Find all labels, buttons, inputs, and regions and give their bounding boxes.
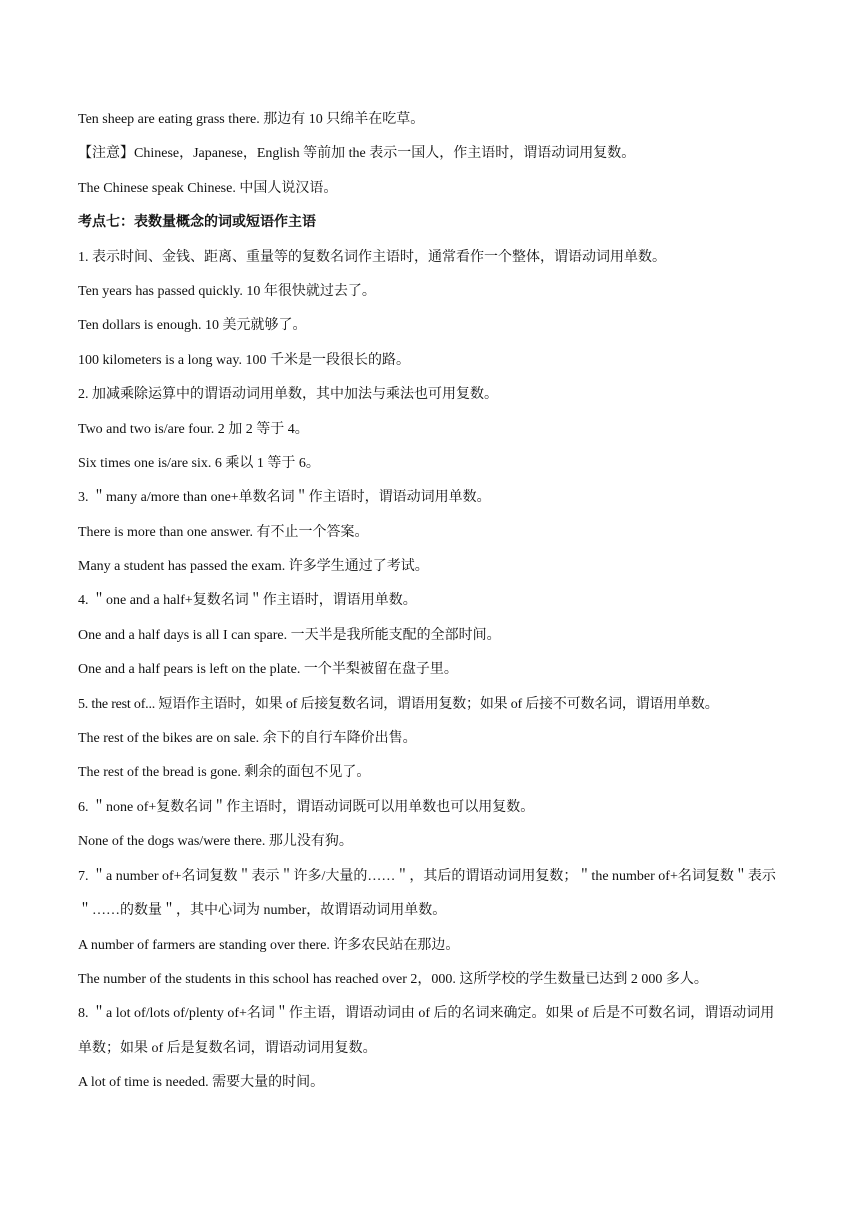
- example-sentence: None of the dogs was/were there. 那儿没有狗。: [78, 834, 353, 850]
- example-sentence: There is more than one answer. 有不止一个答案。: [78, 524, 369, 540]
- example-sentence: Ten years has passed quickly. 10 年很快就过去了。: [78, 283, 376, 299]
- example-sentence: The number of the students in this school has reached over 2，000. 这所学校的学生数量已达到 2 000 多人。: [78, 971, 708, 987]
- example-sentence: Ten dollars is enough. 10 美元就够了。: [78, 318, 307, 334]
- rule-paragraph: 1. 表示时间、金钱、距离、重量等的复数名词作主语时，通常看作一个整体，谓语动词用单数。: [78, 249, 666, 265]
- note-paragraph: 【注意】Chinese，Japanese，English 等前加 the 表示一国人，作主语时，谓语动词用复数。: [78, 146, 636, 162]
- rule-paragraph: 6. ＂none of+复数名词＂作主语时，谓语动词既可以用单数也可以用复数。: [78, 799, 535, 815]
- example-sentence: The rest of the bread is gone. 剩余的面包不见了。: [78, 765, 371, 781]
- rule-paragraph: 3. ＂many a/more than one+单数名词＂作主语时，谓语动词用单数。: [78, 490, 491, 506]
- rule-paragraph: 2. 加减乘除运算中的谓语动词用单数，其中加法与乘法也可用复数。: [78, 387, 498, 403]
- rule-paragraph: 4. ＂one and a half+复数名词＂作主语时，谓语用单数。: [78, 593, 417, 609]
- example-sentence: Many a student has passed the exam. 许多学生通过了考试。: [78, 559, 429, 575]
- example-sentence: The rest of the bikes are on sale. 余下的自行车降价出售。: [78, 731, 417, 747]
- example-sentence: The Chinese speak Chinese. 中国人说汉语。: [78, 180, 338, 196]
- example-sentence: Ten sheep are eating grass there. 那边有 10 只绵羊在吃草。: [78, 112, 425, 127]
- example-sentence: One and a half pears is left on the plate. 一个半梨被留在盘子里。: [78, 662, 458, 678]
- rule-paragraph: 7. ＂a number of+名词复数＂表示＂许多/大量的……＂，其后的谓语动词用复数；＂the number of+名词复数＂表示＂……的数量＂，其中心词为 number，故谓语动词用单数。: [78, 868, 776, 919]
- example-sentence: Two and two is/are four. 2 加 2 等于 4。: [78, 421, 309, 437]
- rule-paragraph: 5. the rest of... 短语作主语时，如果 of 后接复数名词，谓语用复数；如果 of 后接不可数名词，谓语用单数。: [78, 696, 719, 712]
- example-sentence: A lot of time is needed. 需要大量的时间。: [78, 1075, 325, 1091]
- example-sentence: 100 kilometers is a long way. 100 千米是一段很长的路。: [78, 352, 410, 368]
- example-sentence: One and a half days is all I can spare. 一天半是我所能支配的全部时间。: [78, 627, 501, 643]
- document-page: [78, 110, 788, 1108]
- example-sentence: A number of farmers are standing over there. 许多农民站在那边。: [78, 937, 460, 953]
- example-sentence: Six times one is/are six. 6 乘以 1 等于 6。: [78, 455, 320, 471]
- rule-paragraph: 8. ＂a lot of/lots of/plenty of+名词＂作主语，谓语动词由 of 后的名词来确定。如果 of 后是不可数名词，谓语动词用单数；如果 of 后是复数名词，谓语动词用复数。: [78, 1006, 775, 1056]
- section-heading: 考点七：表数量概念的词或短语作主语: [78, 215, 316, 231]
